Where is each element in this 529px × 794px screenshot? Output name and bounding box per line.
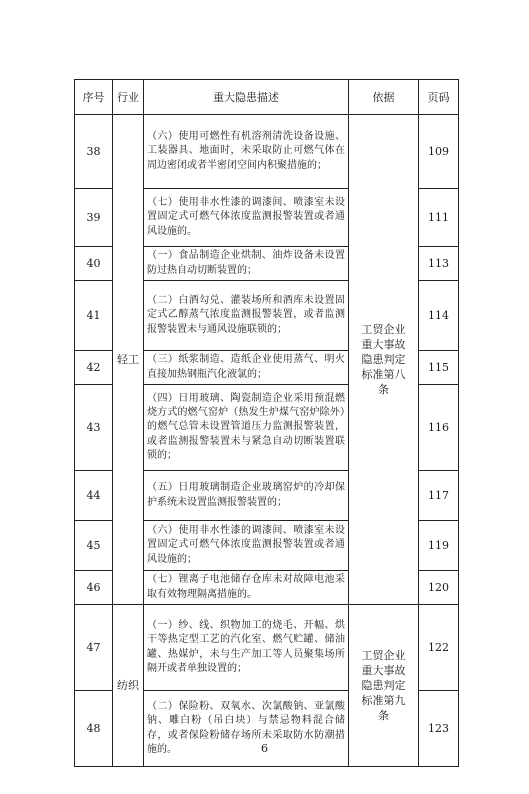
table-row bbox=[75, 115, 459, 189]
row-num: 38 bbox=[75, 115, 113, 189]
row-desc: （六）使用非水性漆的调漆间、喷漆室未设置固定式可燃气体浓度监测报警装置或者通风设施的； bbox=[144, 521, 349, 571]
page-number: 6 bbox=[261, 742, 268, 755]
row-num: 46 bbox=[75, 571, 113, 605]
row-desc: （二）白酒勾兑、灌装场所和酒库未设置固定式乙醇蒸气浓度监测报警装置，或者监测报警装置未与通风设施联锁的； bbox=[144, 281, 349, 351]
row-page: 123 bbox=[419, 691, 459, 767]
row-page: 120 bbox=[419, 571, 459, 605]
row-num: 43 bbox=[75, 385, 113, 471]
row-page: 115 bbox=[419, 351, 459, 385]
row-page: 109 bbox=[419, 115, 459, 189]
header-basis: 依据 bbox=[349, 80, 419, 115]
header-industry: 行业 bbox=[113, 80, 144, 115]
row-num: 41 bbox=[75, 281, 113, 351]
row-num: 39 bbox=[75, 189, 113, 247]
row-desc: （五）日用玻璃制造企业玻璃窑炉的冷却保护系统未设置监测报警装置的； bbox=[144, 471, 349, 521]
row-page: 122 bbox=[419, 605, 459, 691]
hazard-table bbox=[74, 79, 459, 767]
header-num: 序号 bbox=[75, 80, 113, 115]
basis-art8: 工贸企业重大事故隐患判定标准第八条 bbox=[349, 115, 419, 605]
row-page: 113 bbox=[419, 247, 459, 281]
row-page: 111 bbox=[419, 189, 459, 247]
row-num: 48 bbox=[75, 691, 113, 767]
row-desc: （七）使用非水性漆的调漆间、喷漆室未设置固定式可燃气体浓度监测报警装置或者通风设施的。 bbox=[144, 189, 349, 247]
row-desc: （七）锂离子电池储存仓库未对故障电池采取有效物理隔离措施的。 bbox=[144, 571, 349, 605]
row-num: 47 bbox=[75, 605, 113, 691]
row-num: 45 bbox=[75, 521, 113, 571]
table-header-row bbox=[75, 80, 459, 115]
row-page: 117 bbox=[419, 471, 459, 521]
row-desc: （二）保险粉、双氧水、次氯酸钠、亚氯酸钠、雕白粉（吊白块）与禁忌物料混合储存，或者保险粉储存场所未采取防水防潮措施的。 bbox=[144, 691, 349, 767]
table-row bbox=[75, 605, 459, 691]
row-num: 40 bbox=[75, 247, 113, 281]
basis-art9: 工贸企业重大事故隐患判定标准第九条 bbox=[349, 605, 419, 767]
row-desc: （三）纸浆制造、造纸企业使用蒸气、明火直接加热钢瓶汽化液氯的； bbox=[144, 351, 349, 385]
row-page: 116 bbox=[419, 385, 459, 471]
industry-light: 轻工 bbox=[113, 115, 144, 605]
row-page: 119 bbox=[419, 521, 459, 571]
industry-textile: 纺织 bbox=[113, 605, 144, 767]
row-page: 114 bbox=[419, 281, 459, 351]
row-desc: （四）日用玻璃、陶瓷制造企业采用预混燃烧方式的燃气窑炉（热发生炉煤气窑炉除外）的燃气总管未设置管道压力监测报警装置，或者监测报警装置未与紧急自动切断装置联锁的； bbox=[144, 385, 349, 471]
header-desc: 重大隐患描述 bbox=[144, 80, 349, 115]
row-desc: （一）纱、线、织物加工的烧毛、开幅、烘干等热定型工艺的汽化室、燃气贮罐、储油罐、热媒炉，未与生产加工等人员聚集场所隔开或者单独设置的； bbox=[144, 605, 349, 691]
row-num: 42 bbox=[75, 351, 113, 385]
header-page: 页码 bbox=[419, 80, 459, 115]
row-num: 44 bbox=[75, 471, 113, 521]
row-desc: （一）食品制造企业烘制、油炸设备未设置防过热自动切断装置的； bbox=[144, 247, 349, 281]
row-desc: （六）使用可燃性有机溶剂清洗设备设施、工装器具、地面时，未采取防止可燃气体在周边密闭或者半密闭空间内积聚措施的； bbox=[144, 115, 349, 189]
